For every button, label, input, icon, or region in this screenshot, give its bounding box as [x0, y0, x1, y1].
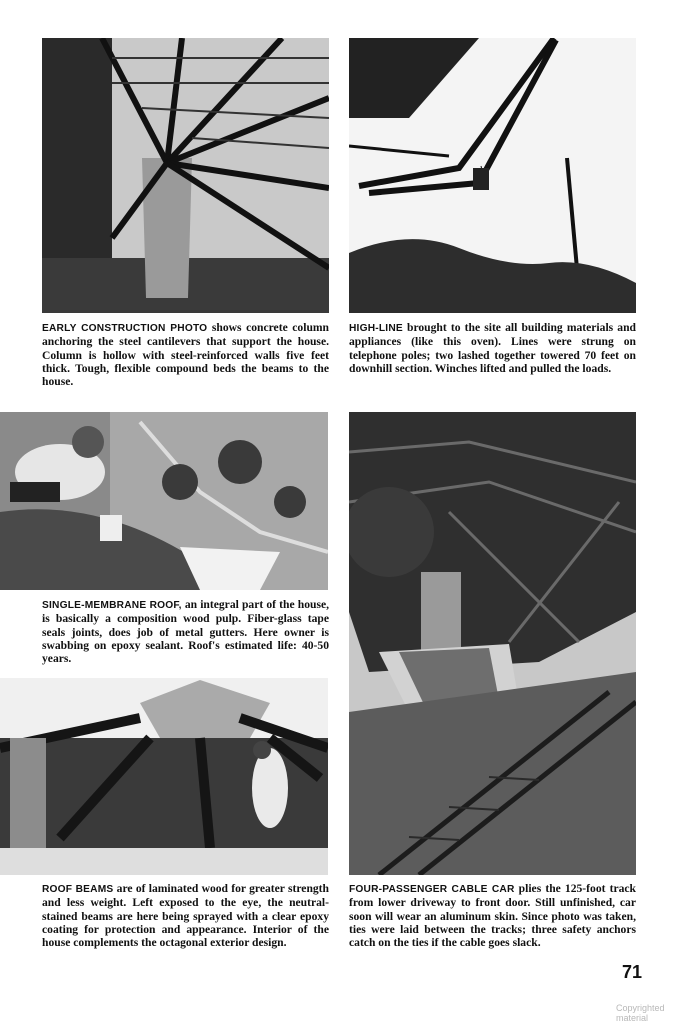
caption-lead: ROOF BEAMS — [42, 884, 114, 895]
caption-lead: EARLY CONSTRUCTION PHOTO — [42, 323, 208, 334]
caption-text: brought to the site all building materials and appliances (like this oven). Lines were strung on telephone poles; two lashed together towered 70 feet on downhill section. Winches lifted and pulled the loads. — [349, 321, 636, 375]
caption-text: shows concrete column anchoring the steel cantilevers that support the house. Column is hollow with steel-reinforced walls five feet thick. Tough, flexible compound beds the beams to the house. — [42, 321, 329, 389]
caption-lead: FOUR-PASSENGER CABLE CAR — [349, 884, 515, 895]
caption-text: plies the 125-foot track from lower driveway to front door. Still unfinished, car soon will wear an aluminum skin. Since photo was taken, ties were laid between the tracks; three safety anchors catch on the ties if the cable goes slack. — [349, 882, 637, 950]
photo-roof-beams — [0, 678, 328, 875]
page-number: 71 — [622, 962, 643, 982]
photo-cable-car — [349, 412, 636, 875]
photo-single-membrane-roof — [0, 412, 328, 590]
caption-roof-beams — [42, 882, 329, 949]
caption-text: an integral part of the house, is basically a composition wood pulp. Fiber-glass tape seals joints, does job of metal gutters. Here owner is swabbing on epoxy sealant. Roof's estimated life: 40-50 years. — [42, 598, 329, 666]
caption-cable-car — [349, 882, 636, 949]
caption-single-membrane-roof — [42, 598, 329, 665]
caption-text: are of laminated wood for greater strength and less weight. Left exposed to the eye, the neutral-stained beams are here being sprayed with a clear epoxy coating for protection and appearance. Interior of the house complements the octagonal exterior design. — [42, 882, 329, 950]
caption-early-construction — [42, 321, 329, 388]
photo-high-line — [349, 38, 636, 313]
copyright-notice: Copyrighted material — [616, 1003, 665, 1023]
caption-lead: HIGH-LINE — [349, 323, 403, 334]
caption-lead: SINGLE-MEMBRANE ROOF, — [42, 600, 182, 611]
caption-high-line — [349, 321, 636, 375]
photo-early-construction — [42, 38, 329, 313]
